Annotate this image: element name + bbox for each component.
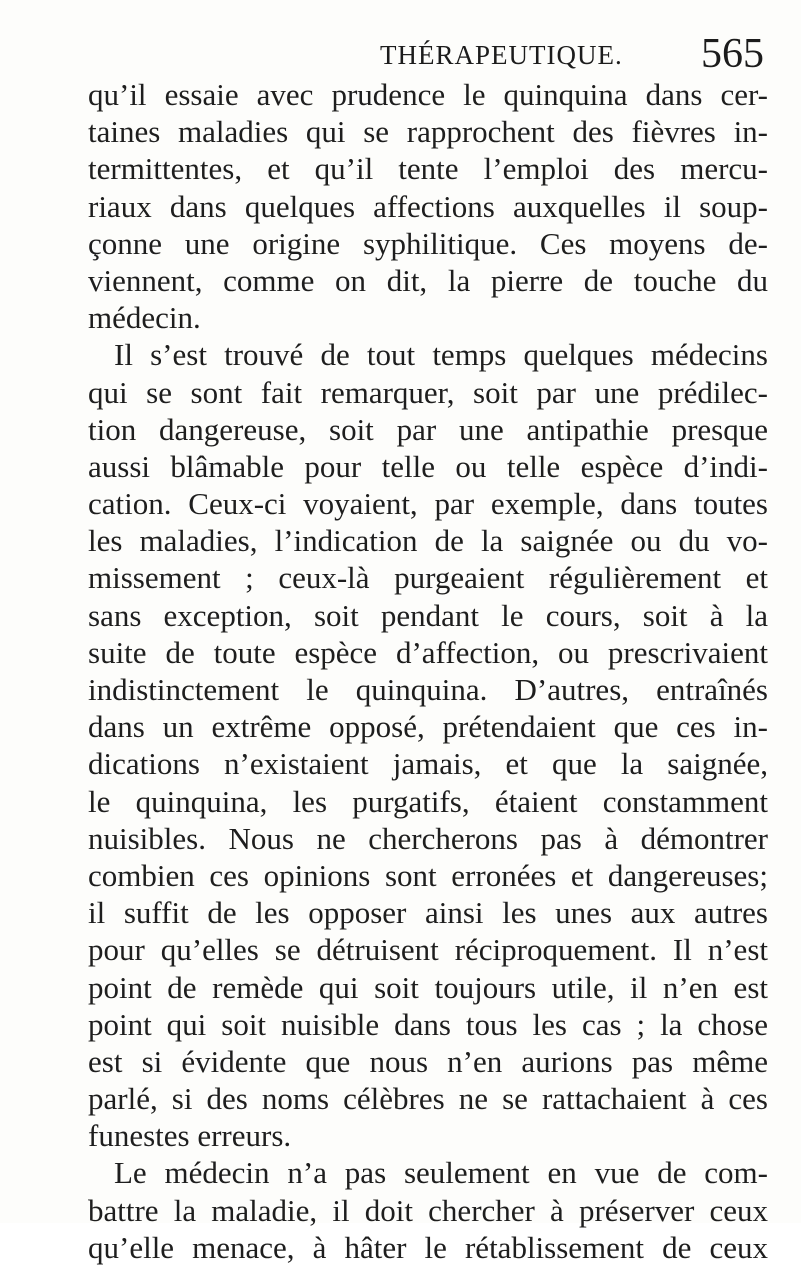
text-line: est si évidente que nous n’en aurions pas même <box>88 1043 768 1079</box>
text-line: point qui soit nuisible dans tous les cas ; la chose <box>88 1006 768 1042</box>
text-line: pour qu’elles se détruisent réciproquement. Il n’est <box>88 932 768 968</box>
text-line: médecin. <box>88 300 201 336</box>
text-line: sans exception, soit pendant le cours, soit à la <box>88 597 768 633</box>
text-line: les maladies, l’indication de la saignée ou du vo- <box>88 523 768 559</box>
text-line: il suffit de les opposer ainsi les unes aux autres <box>88 895 768 931</box>
text-line: missement ; ceux-là purgeaient régulièrement et <box>88 560 768 596</box>
text-line: indistinctement le quinquina. D’autres, entraînés <box>88 672 768 707</box>
text-line: tion dangereuse, soit par une antipathie presque <box>88 411 768 447</box>
text-line: suite de toute espèce d’affection, ou prescrivaient <box>88 634 768 670</box>
text-line: dans un extrême opposé, prétendaient que ces in- <box>88 709 768 745</box>
text-line: çonne une origine syphilitique. Ces moyens de- <box>88 225 768 261</box>
text-line: battre la maladie, il doit chercher à préserver ceux <box>88 1192 768 1228</box>
text-line: riaux dans quelques affections auxquelles il soup- <box>88 188 768 224</box>
text-line: combien ces opinions sont erronées et dangereuses; <box>88 857 768 893</box>
text-line: dications n’existaient jamais, et que la saignée, <box>88 746 768 782</box>
text-line: point de remède qui soit toujours utile, il n’en est <box>88 969 768 1005</box>
text-line: qu’elle menace, à hâter le rétablissement de ceux <box>88 1229 768 1265</box>
text-line: qui se sont fait remarquer, soit par une prédilec- <box>88 374 768 410</box>
text-line: Le médecin n’a pas seulement en vue de com- <box>114 1155 768 1191</box>
text-line: nuisibles. Nous ne chercherons pas à démontrer <box>88 820 768 856</box>
text-line: aussi blâmable pour telle ou telle espèce d’indi- <box>88 448 768 484</box>
text-line: Il s’est trouvé de tout temps quelques médecins <box>114 337 768 373</box>
text-line: funestes erreurs. <box>88 1118 292 1154</box>
text-line: cation. Ceux-ci voyaient, par exemple, dans toutes <box>88 486 768 522</box>
running-head: THÉRAPEUTIQUE. <box>380 40 623 70</box>
text-line: parlé, si des noms célèbres ne se rattachaient à ces <box>88 1081 768 1117</box>
text-line: le quinquina, les purgatifs, étaient constamment <box>88 783 768 819</box>
text-line: qu’il essaie avec prudence le quinquina dans cer- <box>88 77 768 112</box>
text-line: taines maladies qui se rapprochent des fièvres in- <box>88 114 768 150</box>
page-header <box>88 18 768 78</box>
body-text <box>88 76 768 1266</box>
page-number: 565 <box>701 31 764 77</box>
text-line: termittentes, et qu’il tente l’emploi des mercu- <box>88 151 768 187</box>
text-line: viennent, comme on dit, la pierre de touche du <box>88 262 768 298</box>
